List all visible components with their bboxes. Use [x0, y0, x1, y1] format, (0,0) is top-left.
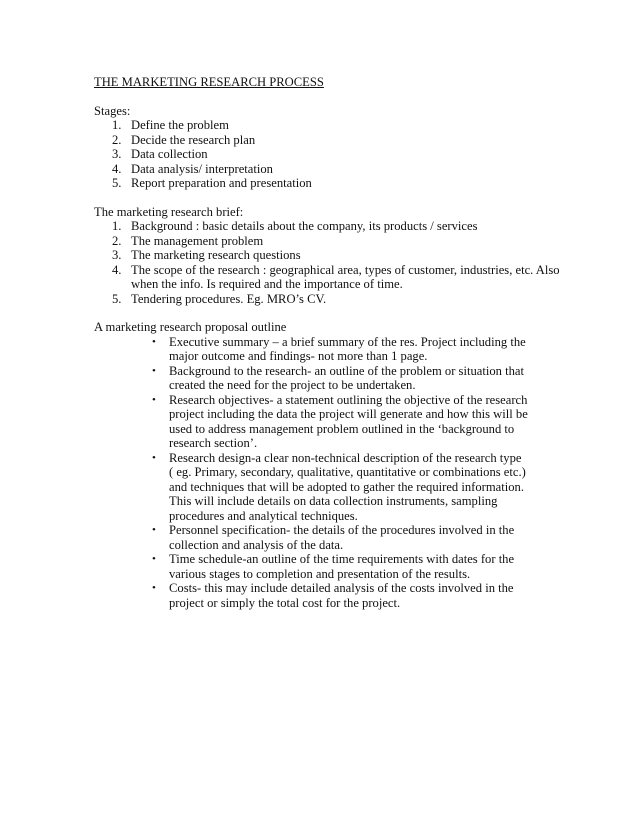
list-number: 1. — [112, 219, 122, 233]
list-number: 1. — [112, 118, 122, 132]
bullet-item-text: Executive summary – a brief summary of the res. Project including the major outcome and findings- not more than 1 page. — [169, 334, 526, 363]
list-item — [94, 133, 564, 148]
bullet-item — [94, 451, 528, 524]
bullet-icon: • — [152, 451, 156, 464]
bullet-item — [94, 335, 528, 364]
bullet-icon: • — [152, 582, 156, 594]
list-number: 4. — [112, 262, 122, 277]
list-number: 3. — [112, 248, 122, 262]
list-number: 2. — [112, 132, 122, 147]
list-item-text: The management problem — [131, 233, 264, 248]
list-item — [94, 147, 564, 162]
list-number: 5. — [112, 291, 122, 306]
stages-label: Stages: — [94, 103, 131, 118]
list-number: 4. — [112, 161, 122, 176]
proposal-label: A marketing research proposal outline — [94, 320, 287, 334]
list-item-text: Report preparation and presentation — [131, 176, 312, 190]
list-item — [94, 263, 564, 292]
bullet-icon: • — [152, 364, 156, 377]
bullet-item-text: Research design-a clear non-technical description of the research type ( eg. Primary, secondary, qualitative, quantitative or combinations etc.) and techniques that will be adopted to gather the required information. This will include details on data collection instruments, sampling procedures and analytical techniques. — [169, 450, 526, 523]
list-item — [94, 292, 564, 307]
list-number: 3. — [112, 147, 122, 161]
stages-list — [94, 118, 564, 191]
list-number: 5. — [112, 176, 122, 190]
list-item-text: The marketing research questions — [131, 248, 301, 262]
list-item-text: Background : basic details about the company, its products / services — [131, 219, 478, 233]
bullet-item — [94, 364, 528, 393]
proposal-list — [94, 335, 564, 611]
list-item-text: The scope of the research : geographical area, types of customer, industries, etc. Also when the info. Is required and the importance of time. — [131, 262, 560, 291]
bullet-icon: • — [152, 393, 156, 406]
bullet-item — [94, 523, 528, 552]
bullet-item — [94, 581, 528, 610]
list-item — [94, 162, 564, 177]
bullet-icon: • — [152, 335, 156, 348]
list-item-text: Tendering procedures. Eg. MRO’s CV. — [131, 291, 327, 306]
list-item — [94, 219, 564, 234]
bullet-item-text: Costs- this may include detailed analysis of the costs involved in the project or simply the total cost for the project. — [169, 581, 514, 610]
bullet-item-text: Time schedule-an outline of the time requirements with dates for the various stages to completion and presentation of the results. — [169, 552, 515, 581]
list-item-text: Data analysis/ interpretation — [131, 161, 273, 176]
list-item — [94, 176, 564, 191]
bullet-item — [94, 393, 528, 451]
list-item — [94, 234, 564, 249]
list-item-text: Decide the research plan — [131, 132, 256, 147]
bullet-item-text: Personnel specification- the details of the procedures involved in the collection and analysis of the data. — [169, 523, 515, 552]
document-page — [94, 75, 564, 610]
list-item-text: Data collection — [131, 147, 208, 161]
bullet-icon: • — [152, 553, 156, 565]
bullet-item-text: Research objectives- a statement outlining the objective of the research project including the data the project will generate and how this will be used to address management problem outlined in the ‘background to research section’. — [169, 392, 528, 450]
list-item-text: Define the problem — [131, 118, 229, 132]
brief-list — [94, 219, 564, 306]
document-title: THE MARKETING RESEARCH PROCESS — [94, 75, 324, 89]
bullet-icon: • — [152, 524, 156, 536]
list-item — [94, 118, 564, 133]
bullet-item-text: Background to the research- an outline of the problem or situation that created the need for the project to be undertaken. — [169, 363, 524, 392]
list-item — [94, 248, 564, 263]
bullet-item — [94, 552, 528, 581]
brief-label: The marketing research brief: — [94, 204, 244, 219]
list-number: 2. — [112, 233, 122, 248]
